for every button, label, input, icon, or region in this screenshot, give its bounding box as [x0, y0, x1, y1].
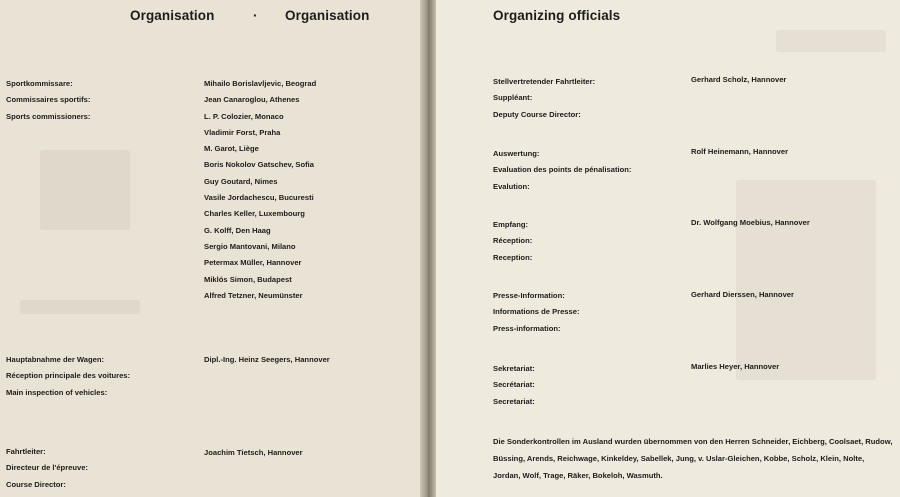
left-page	[0, 0, 420, 497]
label-fr: Suppléant:	[493, 93, 533, 103]
label-fr: Informations de Presse:	[493, 307, 580, 317]
commissioner-name: Mihailo Borislavljevic, Beograd	[204, 79, 317, 88]
director-name: Joachim Tietsch, Hannover	[204, 448, 303, 457]
commissioner-name: Boris Nokolov Gatschev, Sofia	[204, 160, 314, 170]
sport-commissioners-names	[204, 76, 316, 304]
secretariat-name: Marlies Heyer, Hannover	[691, 362, 780, 371]
label-fr: Réception:	[493, 236, 533, 246]
title-separator: ·	[253, 8, 258, 23]
show-through-decoration	[736, 180, 876, 380]
label-de: Empfang:	[493, 220, 529, 229]
show-through-decoration	[20, 300, 140, 314]
show-through-decoration	[40, 150, 130, 230]
label-fr: Secrétariat:	[493, 380, 535, 390]
book-gutter	[420, 0, 436, 497]
commissioner-name: Jean Canaroglou, Athenes	[204, 95, 300, 105]
page-title: Organizing officials	[493, 8, 621, 23]
label-de: Sportkommissare:	[6, 79, 73, 88]
label-fr: Commissaires sportifs:	[6, 95, 91, 105]
label-en: Deputy Course Director:	[493, 109, 581, 119]
label-en: Course Director:	[6, 479, 66, 489]
label-en: Press-information:	[493, 323, 561, 333]
director-labels	[6, 444, 88, 493]
label-de: Hauptabnahme der Wagen:	[6, 355, 105, 364]
label-en: Main inspection of vehicles:	[6, 387, 108, 397]
label-en: Secretariat:	[493, 396, 535, 406]
label-de: Sekretariat:	[493, 364, 535, 373]
press-name: Gerhard Dierssen, Hannover	[691, 290, 794, 299]
right-page	[436, 0, 900, 497]
commissioner-name: M. Garot, Liège	[204, 144, 259, 154]
commissioner-name: Guy Goutard, Nimes	[204, 176, 278, 186]
commissioner-name: Miklós Simon, Budapest	[204, 274, 292, 284]
deputy-director-labels	[493, 74, 595, 123]
commissioner-name: Sergio Mantovani, Milano	[204, 241, 296, 251]
label-fr: Réception principale des voitures:	[6, 371, 131, 381]
label-de: Auswertung:	[493, 149, 540, 158]
deputy-director-name: Gerhard Scholz, Hannover	[691, 75, 787, 84]
page-title-fr: Organisation	[285, 8, 370, 23]
commissioner-name: L. P. Colozier, Monaco	[204, 111, 284, 121]
evaluation-labels	[493, 146, 631, 195]
label-en: Sports commissioners:	[6, 111, 91, 121]
evaluation-name: Rolf Heinemann, Hannover	[691, 147, 789, 156]
inspection-labels	[6, 352, 130, 401]
commissioner-name: Petermax Müller, Hannover	[204, 258, 302, 268]
label-en: Reception:	[493, 252, 533, 262]
commissioner-name: Vasile Jordachescu, Bucuresti	[204, 193, 314, 203]
label-de: Presse-Information:	[493, 291, 565, 300]
inspection-name: Dipl.-Ing. Heinz Seegers, Hannover	[204, 355, 330, 364]
reception-name: Dr. Wolfgang Moebius, Hannover	[691, 218, 810, 227]
secretariat-labels	[493, 361, 535, 410]
label-de: Stellvertretender Fahrtleiter:	[493, 77, 596, 86]
reception-labels	[493, 217, 532, 266]
press-labels	[493, 288, 580, 337]
label-fr: Evaluation des points de pénalisation:	[493, 165, 632, 175]
label-de: Fahrtleiter:	[6, 447, 46, 456]
show-through-decoration	[776, 30, 886, 52]
page-title-de: Organisation	[130, 8, 215, 23]
label-fr: Directeur de l'épreuve:	[6, 463, 88, 473]
label-en: Evalution:	[493, 181, 530, 191]
commissioner-name: Charles Keller, Luxembourg	[204, 209, 305, 219]
commissioner-name: Vladimir Forst, Praha	[204, 127, 281, 137]
commissioner-name: Alfred Tetzner, Neumünster	[204, 290, 303, 300]
commissioner-name: G. Kolff, Den Haag	[204, 225, 271, 235]
special-controls-note: Die Sonderkontrollen im Ausland wurden übernommen von den Herren Schneider, Eichberg, Coolsaet, Rudow, Büssing, Arends, Reichwage, Kinkeldey, Sabellek, Jung, v. Uslar-Gleichen, Kobbe, Scholz, Klein, Nolte, Jordan, Wolf, Trage, Räker, Bokeloh, Wasmuth.	[493, 437, 893, 480]
sport-commissioners-labels	[6, 76, 90, 125]
